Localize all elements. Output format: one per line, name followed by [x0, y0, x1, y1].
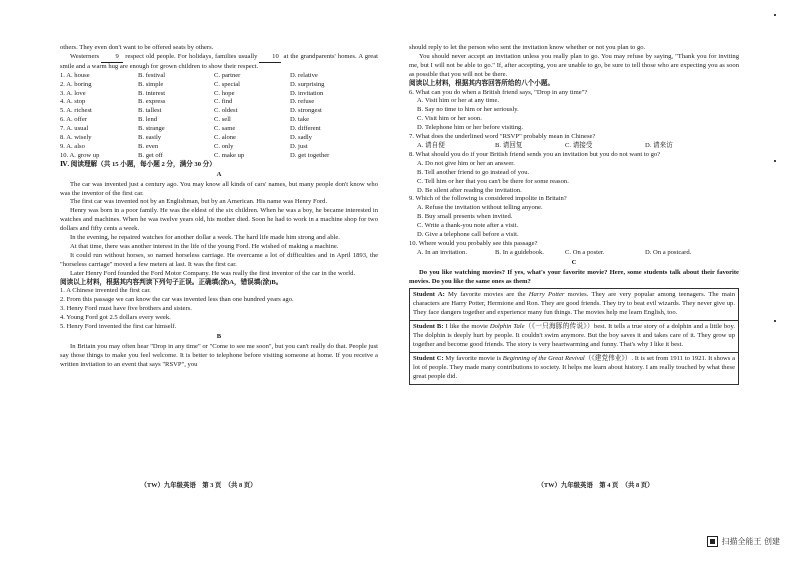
blank-10: 10 — [259, 53, 281, 63]
passage-b-para2: You should never accept an invitation unless you really plan to go. You may refuse by saying, "Thank you for inviting me, but I will not be able to go." If, after accepting, you are unable to go, be sure to tell those who are expecting you as soon as possible that you will not be there. — [409, 52, 739, 78]
option-row — [60, 143, 378, 152]
passage-b-label: B — [216, 333, 222, 340]
right-page — [397, 0, 794, 562]
movie-title: Harry Potter — [528, 291, 565, 299]
student-name: Student B: — [413, 323, 444, 331]
student-text-post: （《建党伟业》）. It is set from 1911 to 1921. It shows a lot of people. They made many contributions to society. It helps me learn about history. I am really touched by what these great people did. — [413, 354, 736, 380]
option-row — [60, 98, 378, 107]
student-text-pre: I like the movie — [445, 323, 490, 331]
option: 7. A. usual — [60, 125, 89, 133]
intro-line: others. They even don't want to be offered seats by others. — [60, 44, 214, 51]
option: C. same — [214, 125, 236, 133]
option: B. interest — [138, 89, 166, 97]
option: D. invitation — [290, 89, 324, 97]
option: D. surprising — [290, 80, 325, 88]
student-name: Student A: — [413, 291, 445, 299]
student-text-post: （《一只海豚的传说》）best. It tells a true story of a dolphin and a little boy. The dolphin is deeply hurt by people. It couldn't swim anymore. But the boy saves it and takes care of it. They grow up together and become good friends. The story is very heartwarming and funny. That's why I like it best. — [413, 323, 735, 348]
student-text-pre: My favorite movie is — [445, 354, 503, 362]
left-column — [60, 44, 378, 370]
option: D. get together — [290, 151, 330, 159]
option: B. 请回复 — [495, 141, 523, 149]
option: C. Visit him or her soon. — [417, 115, 482, 123]
cloze-text-b: respect old people. For holidays, families usually — [125, 52, 258, 60]
option: D. strongest — [290, 107, 322, 115]
scanner-watermark — [707, 536, 780, 547]
passage-a-paragraph: It could run without horses, so named horseless carriage. He overcame a lot of difficulties and in April 1893, the "horseless carriage" moved a few meters at last. It was the first car. — [60, 251, 378, 268]
option: B. simple — [138, 80, 164, 88]
passage-c-intro: Do you like watching movies? If yes, what's your favorite movie? Here, some students talk about their favorite movies. Do you like the same ones as them? — [409, 268, 739, 285]
option: A. Visit him or her at any time. — [417, 97, 500, 105]
cloze-text-c: at the grandparents' homes. A great smile and a warm hug are enough for grown children to show their respect. — [60, 52, 378, 70]
option: C. special — [214, 80, 241, 88]
option-row — [60, 81, 378, 90]
option: C. Write a thank-you note after a visit. — [417, 222, 519, 230]
question: 9. Which of the following is considered impolite in Britain? — [409, 195, 567, 203]
option: B. easily — [138, 134, 162, 142]
passage-a-paragraph: In the evening, he repaired watches for another dollar a week. The hard life made him strong and able. — [70, 234, 340, 242]
option: D. different — [290, 125, 321, 133]
option: 6. A. offer — [60, 116, 87, 124]
passage-c-label: C — [571, 258, 577, 266]
option-row — [60, 107, 378, 116]
option: B. express — [138, 98, 166, 106]
passage-a-paragraph: The car was invented just a century ago. You may know all kinds of cars' names, but many people don't know who was the inventor of the first car. — [60, 180, 378, 197]
right-column — [409, 44, 739, 385]
option-row — [417, 249, 739, 258]
option: A. 请自便 — [417, 141, 445, 149]
option: B. Tell another friend to go instead of you. — [417, 168, 530, 176]
blank-9: 9 — [101, 53, 123, 63]
tf-item: 2. From this passage we can know the car was invented less than one hundred years ago. — [60, 296, 294, 304]
b-instruction: 阅读以上材料，根据其内容回答所给的八个小题。 — [409, 79, 555, 87]
cloze-paragraph — [60, 53, 378, 72]
passage-a-label: A — [216, 170, 222, 178]
passage-b-cont: should reply to let the person who sent the invitation know whether or not you plan to go. — [409, 44, 646, 51]
page-footer-left: （TW）九年级英语 第 3 页 （共 8 页） — [140, 482, 257, 489]
tf-item: 5. Henry Ford invented the first car himself. — [60, 323, 177, 331]
option: C. find — [214, 98, 233, 106]
margin-tick — [774, 14, 776, 16]
option-row — [60, 90, 378, 99]
passage-a-paragraph: Henry was born in a poor family. He was the eldest of the six children. When he was a boy, he became interested in watches and machines. When he was twelve years old, his mother died. Soon he had to work in a machine shop for two dollars and fifty cents a week. — [60, 207, 378, 233]
qr-code-icon — [707, 536, 718, 547]
passage-a-paragraph: At that time, there was another interest in the life of the young Ford. He wished of making a machine. — [70, 242, 339, 250]
option: C. oldest — [214, 107, 238, 115]
tf-items — [60, 287, 378, 332]
student-boxes — [409, 288, 739, 384]
student-box — [409, 288, 739, 321]
passage-a-paragraph: The first car was invented not by an Englishman, but by an American. His name was Henry Ford. — [70, 198, 328, 206]
section-4-heading: Ⅳ. 阅读理解（共 15 小题，每小题 2 分，满分 30 分） — [60, 160, 216, 168]
question: 7. What does the underlined word "RSVP" probably mean in Chinese? — [409, 133, 596, 141]
option: 2. A. boring — [60, 80, 92, 88]
option: B. lend — [138, 116, 158, 124]
option: C. Tell him or her that you can't be there for some reason. — [417, 177, 569, 185]
option: B. Say no time to him or her seriously. — [417, 106, 519, 114]
questions — [409, 89, 739, 258]
option: D. Give a telephone call before a visit. — [417, 231, 519, 239]
cloze-text-a: Westerners — [70, 52, 100, 60]
option: C. partner — [214, 71, 241, 79]
option: 9. A. also — [60, 142, 85, 150]
option: C. hope — [214, 89, 235, 97]
movie-title: Dolphin Tale — [489, 323, 525, 331]
option: 10. A. grow up — [60, 151, 100, 159]
student-box — [409, 353, 739, 385]
passage-a-paragraph: Later Henry Ford founded the Ford Motor Company. He was really the first inventor of the car in the world. — [70, 269, 356, 277]
option-row — [60, 125, 378, 134]
option: 3. A. love — [60, 89, 86, 97]
cloze-options — [60, 72, 378, 161]
student-text-pre: My favorite movies are the — [447, 291, 529, 299]
option: C. make up — [214, 151, 245, 159]
question: 6. What can you do when a British friend says, "Drop in any time"? — [409, 88, 588, 96]
option: B. even — [138, 142, 159, 150]
option: A. Refuse the invitation without telling anyone. — [417, 204, 543, 212]
option: D. sadly — [290, 134, 312, 142]
option: B. festival — [138, 71, 166, 79]
passage-a — [60, 181, 378, 279]
question: 8. What should you do if your British friend sends you an invitation but you do not want to go? — [409, 150, 661, 158]
margin-tick — [774, 160, 776, 162]
option: D. take — [290, 116, 310, 124]
student-box — [409, 321, 739, 353]
option: D. just — [290, 142, 308, 150]
option: D. Be silent after reading the invitation. — [417, 186, 522, 194]
option-row — [60, 152, 378, 161]
option: C. alone — [214, 134, 236, 142]
option: D. relative — [290, 71, 318, 79]
option-row — [60, 134, 378, 143]
tf-item: 3. Henry Ford must have five brothers and sisters. — [60, 305, 192, 313]
option: B. strange — [138, 125, 165, 133]
option: C. On a poster. — [565, 248, 605, 256]
option: D. 请来访 — [645, 141, 673, 149]
tf-item: 1. A Chinese invented the first car. — [60, 287, 151, 295]
question: 10. Where would you probably see this passage? — [409, 239, 538, 247]
option: A. Do not give him or her an answer. — [417, 159, 515, 167]
option-row — [60, 116, 378, 125]
scanner-text: 扫描全能王 创建 — [721, 537, 780, 546]
option: D. Telephone him or her before visiting. — [417, 124, 523, 132]
option: 8. A. wisely — [60, 134, 92, 142]
margin-tick — [774, 320, 776, 322]
tf-instruction: 阅读以上材料，根据其内容判读下列句子正误。正确填(涂)A，错误填(涂)B。 — [60, 278, 283, 286]
passage-b-para1: In Britain you may often hear "Drop in any time" or "Come to see me soon", but you can't really do that. People just say those things to make you feel welcome. It is better to telephone before visiting someone at home. If you receive a written invitation to an event that says "RSVP", you — [60, 342, 378, 368]
option: D. On a postcard. — [645, 248, 692, 256]
option-row — [417, 142, 739, 151]
option: C. sell — [214, 116, 231, 124]
option: B. get off — [138, 151, 163, 159]
movie-title: Beginning of the Great Revival — [502, 354, 585, 362]
option: B. Buy small presents when invited. — [417, 213, 513, 221]
student-name: Student C: — [413, 354, 444, 362]
student-text-post: movies. They are very popular among teenagers. The main characters are Harry Potter, Hermione and Ron. They are good friends. They try to beat evil wizards. They never give up. They face dangers together and experience many fun things. The movies help me learn English, too. — [413, 291, 735, 317]
option: 1. A. house — [60, 71, 90, 79]
option: C. only — [214, 142, 234, 150]
page-footer-right: （TW）九年级英语 第 4 页 （共 8 页） — [537, 482, 654, 489]
option: B. In a guidebook. — [495, 248, 544, 256]
option: 5. A. richest — [60, 107, 92, 115]
tf-item: 4. Young Ford got 2.5 dollars every week. — [60, 314, 171, 322]
option: 4. A. stop — [60, 98, 86, 106]
option-row — [60, 72, 378, 81]
option: D. refuse — [290, 98, 315, 106]
option: C. 请接受 — [565, 141, 593, 149]
option: B. tallest — [138, 107, 162, 115]
option: A. In an invitation. — [417, 248, 467, 256]
